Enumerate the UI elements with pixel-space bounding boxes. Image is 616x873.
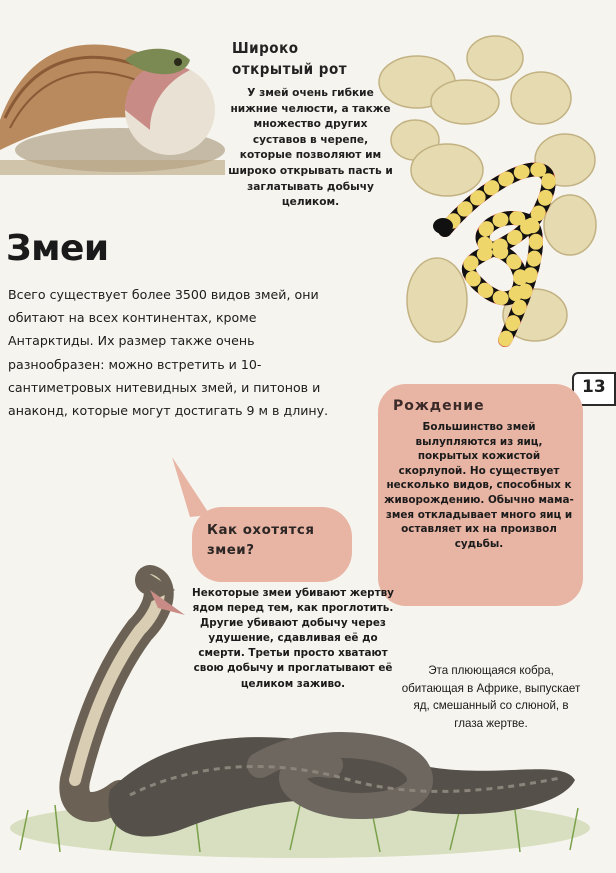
cobra-caption: Эта плюющаяся кобра, обитающая в Африке, выпускает яд, смешанный со слюной, в глаза жертве. [401,664,581,730]
mouth-text: У змей очень гибкие нижние челюсти, а также множество других суставов в черепе, которые позволяют им широко открывать пасть и заглатывать добычу целиком. [228,87,393,209]
page-title: Змеи [6,228,109,269]
birth-text: Большинство змей вылупляются из яиц, покрытых кожистой скорлупой. Но существует несколько видов, способных к живорождению. Обычно мама-змея откладывает много яиц и оставляет их на произвол судьбы. [384,421,574,550]
hunt-heading: Как охотятся змеи? [207,523,315,558]
page-number: 13 [582,377,606,397]
birth-heading: Рождение [393,398,485,414]
intro-text: Всего существует более 3500 видов змей, они обитают на всех континентах, кроме Антарктиды. Их размер также очень разнообразен: можно встретить и 10-сантиметровых нитевидных змей, и питонов и анаконд, которые могут достигать 9 м в длину. [8,287,329,419]
hunt-text: Некоторые змеи убивают жертву ядом перед тем, как проглотить. Другие убивают добычу через удушение, сдавливая её до смерти. Третьи просто хватают свою добычу и проглатывают её целиком заживо. [192,587,394,690]
snake-swallowing-egg-illustration [0,0,225,175]
coral-snake-eggs-illustration [375,20,600,360]
mouth-heading: Широко открытый рот [232,39,348,78]
